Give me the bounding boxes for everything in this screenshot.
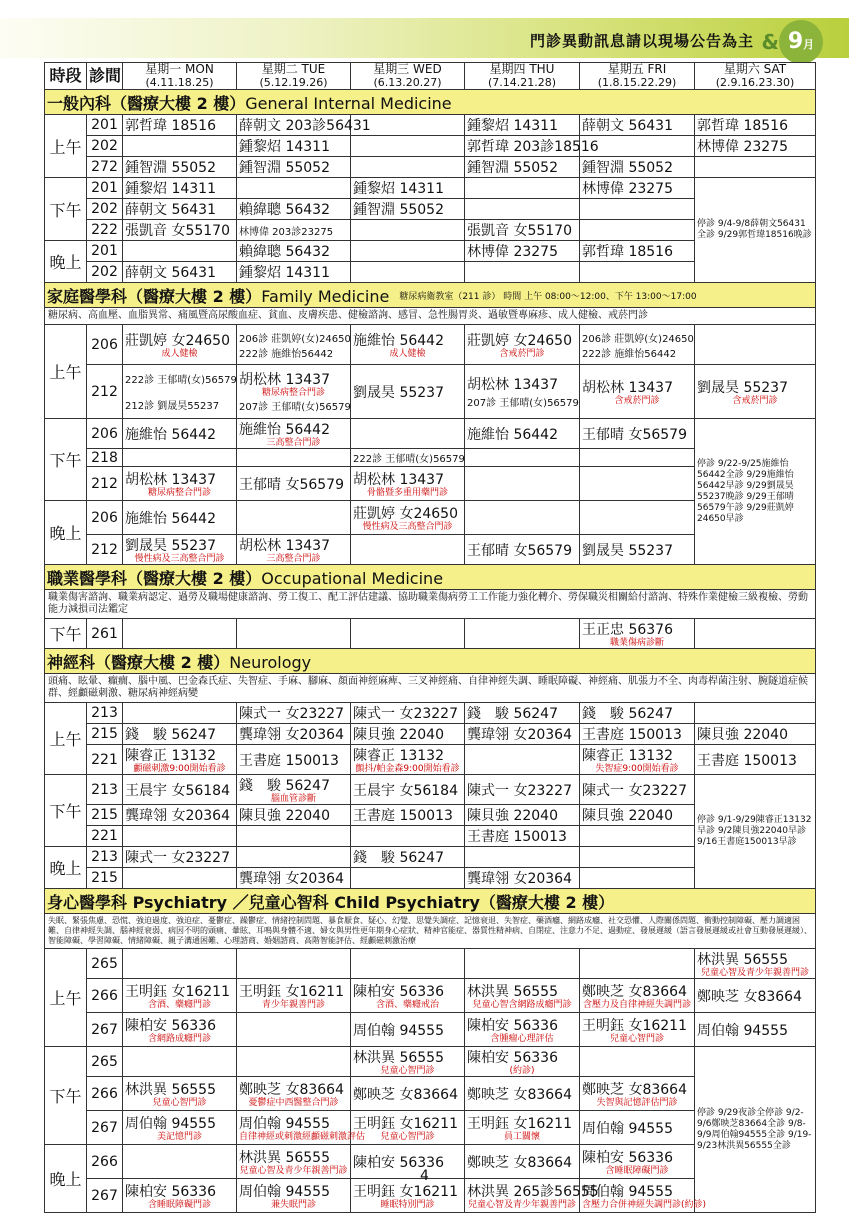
doctor-cell: 龔瑋翎 女20364 — [465, 868, 580, 889]
room: 201 — [87, 115, 123, 136]
doctor-cell: 劉晟昊 55237 — [580, 535, 695, 565]
doctor-cell — [580, 826, 695, 847]
doctor-cell — [237, 847, 351, 868]
table-row — [45, 703, 816, 724]
period-pm: 下午 — [45, 619, 87, 649]
doctor-cell — [580, 220, 695, 241]
room: 218 — [87, 449, 123, 467]
doctor-cell: 薛朝文 56431 — [123, 199, 237, 220]
doctor-cell: 206診 莊凱婷(女)24650 222診 施維怡56442 — [237, 325, 351, 365]
doctor-cell — [351, 826, 465, 847]
closure-note: 停診 9/1-9/29陳睿正13132早診 9/2陳貝強22040早診 9/16王書庭150013早診 — [695, 775, 816, 889]
room: 213 — [87, 703, 123, 724]
room: 222 — [87, 220, 123, 241]
section-neurology: 神經科（醫療大樓 2 樓）Neurology — [45, 649, 816, 674]
doctor-cell: 林洪異 56555 兒童心智及青少年親善門診 — [237, 1145, 351, 1179]
doctor-cell: 薛朝文 56431 — [123, 262, 237, 283]
doctor-cell: 鍾智淵 55052 — [465, 157, 580, 178]
section-general-medicine: 一般內科（醫療大樓 2 樓）General Internal Medicine — [45, 90, 816, 115]
doctor-cell: 王晨宇 女56184 — [351, 775, 465, 805]
table-row — [45, 619, 816, 649]
doctor-cell: 王明鈺 女16211 員工關懷 — [465, 1111, 580, 1145]
doctor-cell — [123, 949, 237, 979]
doctor-cell: 陳式一 女23227 — [123, 847, 237, 868]
period-pm: 下午 — [45, 419, 87, 501]
closure-note: 停診 9/22-9/25施維怡56442全診 9/29施維怡56442早診 9/29劉晟昊55237晚診 9/29王郁晴56579午診 9/29莊凱婷24650早診 — [695, 419, 816, 565]
table-row — [45, 157, 816, 178]
doctor-cell: 賴緯聰 56432 — [237, 199, 351, 220]
doctor-cell — [351, 949, 465, 979]
table-row — [45, 1013, 816, 1047]
doctor-cell: 王書庭 150013 — [580, 724, 695, 745]
doctor-cell: 鍾黎炤 14311 — [237, 136, 351, 157]
doctor-cell: 胡松林 13437 糖尿病整合門診 — [123, 467, 237, 501]
table-row — [45, 949, 816, 979]
doctor-cell — [237, 501, 351, 535]
header-row — [45, 63, 816, 90]
doctor-cell: 林洪異 56555 兒童心智含網路成癮門診 — [465, 979, 580, 1013]
doctor-cell: 王書庭 150013 — [465, 826, 580, 847]
doctor-cell: 林洪異 265診56555 兒童心智及青少年親善門診 — [465, 1179, 580, 1213]
doctor-cell: 龔瑋翎 女20364 — [123, 805, 237, 826]
room: 267 — [87, 1111, 123, 1145]
doctor-cell: 林博偉 23275 — [465, 241, 580, 262]
doctor-cell: 王晨宇 女56184 — [123, 775, 237, 805]
doctor-cell: 劉晟昊 55237 慢性病及三高整合門診 — [123, 535, 237, 565]
doctor-cell — [695, 325, 816, 365]
doctor-cell — [351, 868, 465, 889]
room: 266 — [87, 979, 123, 1013]
doctor-cell: 陳式一 女23227 — [351, 703, 465, 724]
leaf-icon: & — [761, 30, 779, 54]
doctor-cell: 鄭映芝 女83664 憂鬱症中西醫整合門診 — [237, 1077, 351, 1111]
room: 266 — [87, 1145, 123, 1179]
doctor-cell — [465, 745, 580, 775]
doctor-cell — [580, 467, 695, 501]
doctor-cell: 陳貝強 22040 — [351, 724, 465, 745]
doctor-cell: 錢 駿 56247 — [580, 703, 695, 724]
table-row — [45, 419, 816, 449]
doctor-cell — [351, 136, 465, 157]
doctor-cell: 錢 駿 56247 腦血管診斷 — [237, 775, 351, 805]
doctor-cell: 施維怡 56442 — [465, 419, 580, 449]
room-header: 診間 — [87, 63, 123, 90]
doctor-cell: 胡松林 13437 糖尿病整合門診 207診 王郁晴(女)56579 — [237, 365, 351, 419]
doctor-cell — [123, 136, 237, 157]
doctor-cell: 王明鈺 女16211 兒童心智門診 — [351, 1111, 465, 1145]
period-pm: 下午 — [45, 775, 87, 847]
doctor-cell: 鍾黎炤 14311 — [351, 178, 465, 199]
schedule-table — [44, 62, 816, 1213]
day-sat: 星期六 SAT (2.9.16.23.30) — [695, 63, 816, 90]
doctor-cell: 陳貝強 22040 — [695, 724, 816, 745]
doctor-cell: 鍾智淵 55052 — [580, 157, 695, 178]
room: 265 — [87, 949, 123, 979]
doctor-cell: 周伯翰 94555 美記憶門診 — [123, 1111, 237, 1145]
doctor-cell — [580, 199, 695, 220]
doctor-cell: 周伯翰 94555 — [580, 1111, 695, 1145]
doctor-cell: 陳柏安 56336 含酒、藥癮戒治 — [351, 979, 465, 1013]
doctor-cell: 陳睿正 13132 顫抖/帕金森9:00開始看診 — [351, 745, 465, 775]
doctor-cell — [580, 1047, 695, 1077]
doctor-cell: 陳式一 女23227 — [580, 775, 695, 805]
doctor-cell: 龔瑋翎 女20364 — [237, 724, 351, 745]
period-eve: 晚上 — [45, 501, 87, 565]
doctor-cell — [351, 157, 465, 178]
doctor-cell — [237, 1047, 351, 1077]
room: 267 — [87, 1013, 123, 1047]
doctor-cell — [237, 826, 351, 847]
room: 201 — [87, 241, 123, 262]
doctor-cell: 周伯翰 94555 含壓力合併神經失調門診(約診) — [580, 1179, 695, 1213]
table-row — [45, 745, 816, 775]
period-pm: 下午 — [45, 1047, 87, 1145]
room: 206 — [87, 325, 123, 365]
doctor-cell — [465, 449, 580, 467]
section-family-medicine: 家庭醫學科（醫療大樓 2 樓）Family Medicine 糖尿病衛教室（211 診） 時間 上午 08:00～12:00、下午 13:00～17:00 — [45, 283, 816, 308]
doctor-cell: 林博偉 203診23275 — [237, 220, 351, 241]
doctor-cell: 郭哲瑋 203診18516 — [465, 136, 580, 157]
room: 221 — [87, 826, 123, 847]
doctor-cell — [351, 535, 465, 565]
doctor-cell: 施維怡 56442 — [123, 419, 237, 449]
doctor-cell: 鄭映芝 女83664 含壓力及自律神經失調門診 — [580, 979, 695, 1013]
doctor-cell: 周伯翰 94555 自律神經或刺激經顱磁刺激評估 — [237, 1111, 351, 1145]
room: 201 — [87, 178, 123, 199]
doctor-cell — [465, 619, 580, 649]
day-wed: 星期三 WED (6.13.20.27) — [351, 63, 465, 90]
doctor-cell: 施維怡 56442 — [123, 501, 237, 535]
table-row — [45, 724, 816, 745]
room: 261 — [87, 619, 123, 649]
doctor-cell: 林洪異 56555 兒童心智門診 — [123, 1077, 237, 1111]
doctor-cell — [695, 619, 816, 649]
doctor-cell — [123, 703, 237, 724]
doctor-cell: 郭哲瑋 18516 — [123, 115, 237, 136]
doctor-cell: 胡松林 13437 骨骼暨多重用藥門診 — [351, 467, 465, 501]
month-badge: 9月 — [779, 20, 823, 64]
doctor-cell: 陳式一 女23227 — [237, 703, 351, 724]
period-am: 上午 — [45, 703, 87, 775]
doctor-cell: 陳柏安 56336 含睡眠障礙門診 — [580, 1145, 695, 1179]
doctor-cell — [580, 501, 695, 535]
doctor-cell: 陳貝強 22040 — [580, 805, 695, 826]
doctor-cell — [465, 178, 580, 199]
section-psychiatry: 身心醫學科 Psychiatry ／兒童心智科 Child Psychiatry（醫療大樓 2 樓） — [45, 889, 816, 914]
doctor-cell: 莊凱婷 女24650 成人健檢 — [123, 325, 237, 365]
doctor-cell — [465, 501, 580, 535]
room: 215 — [87, 805, 123, 826]
period-pm: 下午 — [45, 178, 87, 241]
doctor-cell: 王書庭 150013 — [695, 745, 816, 775]
doctor-cell — [237, 619, 351, 649]
doctor-cell — [580, 868, 695, 889]
section-occupational-medicine: 職業醫學科（醫療大樓 2 樓）Occupational Medicine — [45, 565, 816, 590]
doctor-cell: 陳貝強 22040 — [465, 805, 580, 826]
section-description: 糖尿病、高血壓、血脂異常、痛風暨高尿酸血症、貧血、皮膚疾患、健檢諮詢、感冒、急性腸胃炎、過敏暨專麻疹、成人健檢、戒菸門診 — [45, 308, 816, 325]
doctor-cell: 王明鈺 女16211 青少年親善門診 — [237, 979, 351, 1013]
room: 266 — [87, 1077, 123, 1111]
room: 202 — [87, 136, 123, 157]
room: 272 — [87, 157, 123, 178]
doctor-cell: 郭哲瑋 18516 — [580, 241, 695, 262]
doctor-cell: 王書庭 150013 — [351, 805, 465, 826]
doctor-cell: 林洪異 56555 兒童心智門診 — [351, 1047, 465, 1077]
doctor-cell: 鍾智淵 55052 — [123, 157, 237, 178]
day-mon: 星期一 MON (4.11.18.25) — [123, 63, 237, 90]
doctor-cell — [695, 703, 816, 724]
period-eve: 晚上 — [45, 241, 87, 283]
table-row — [45, 365, 816, 419]
doctor-cell: 劉晟昊 55237 含戒菸門診 — [695, 365, 816, 419]
doctor-cell: 206診 莊凱婷(女)24650 222診 施維怡56442 — [580, 325, 695, 365]
doctor-cell — [465, 949, 580, 979]
doctor-cell — [123, 1047, 237, 1077]
table-row — [45, 115, 816, 136]
table-row — [45, 325, 816, 365]
doctor-cell — [123, 619, 237, 649]
period-header: 時段 — [45, 63, 87, 90]
room: 215 — [87, 868, 123, 889]
doctor-cell: 施維怡 56442 三高整合門診 — [237, 419, 351, 449]
doctor-cell — [465, 262, 580, 283]
doctor-cell: 王明鈺 女16211 含酒、藥癮門診 — [123, 979, 237, 1013]
doctor-cell: 張凱音 女55170 — [123, 220, 237, 241]
doctor-cell: 莊凱婷 女24650 慢性病及三高整合門診 — [351, 501, 465, 535]
room: 212 — [87, 365, 123, 419]
doctor-cell — [351, 220, 465, 241]
doctor-cell: 陳睿正 13132 失智症9:00開始看診 — [580, 745, 695, 775]
doctor-cell: 王正忠 56376 職業傷病診斷 — [580, 619, 695, 649]
doctor-cell: 薛朝文 203診56431 — [237, 115, 351, 136]
doctor-cell: 陳柏安 56336 — [351, 1145, 465, 1179]
doctor-cell: 錢 駿 56247 — [123, 724, 237, 745]
doctor-cell: 陳柏安 56336 (約診) — [465, 1047, 580, 1077]
doctor-cell: 鄭映芝 女83664 — [351, 1077, 465, 1111]
table-row — [45, 1047, 816, 1077]
doctor-cell — [123, 868, 237, 889]
doctor-cell — [123, 241, 237, 262]
doctor-cell: 陳睿正 13132 顱磁刺激9:00開始看診 — [123, 745, 237, 775]
top-banner — [0, 0, 849, 62]
period-am: 上午 — [45, 115, 87, 178]
period-am: 上午 — [45, 325, 87, 419]
closure-note: 停診 9/4-9/8薛朝文56431全診 9/29郭哲瑋18516晚診 — [695, 178, 816, 283]
doctor-cell: 鄭映芝 女83664 失智與記憶評估門診 — [580, 1077, 695, 1111]
doctor-cell: 王明鈺 女16211 睡眠特別門診 — [351, 1179, 465, 1213]
doctor-cell: 222診 王郁晴(女)56579 212診 劉晟昊55237 — [123, 365, 237, 419]
room: 221 — [87, 745, 123, 775]
doctor-cell: 陳柏安 56336 含睡眠障礙門診 — [123, 1179, 237, 1213]
doctor-cell — [237, 1013, 351, 1047]
section-description: 職業傷害諮詢、職業病認定、過勞及職場健康諮詢、勞工復工、配工評估建議、協助職業傷病勞工工作能力強化轉介、勞保職災相關給付諮詢、特殊作業健檢三級複檢、勞動能力減損司法鑑定 — [45, 590, 816, 619]
doctor-cell — [580, 847, 695, 868]
doctor-cell: 林博偉 23275 — [695, 136, 816, 157]
section-description: 失眠、緊張焦慮、恐慌、強迫過度、強迫症、憂鬱症、躁鬱症、情緒控制問題、暴食厭食、疑心、幻覺、思覺失調症、記憶衰退、失智症、藥酒癮、網路成癮、社交恐懼、人際關係問題、衝動控制障礙、壓力調適困難、自律神經失調、腦神經衰弱、病因不明的頭痛、暈眩、耳鳴與身體不適、婦女與男性更年期身心症狀、精神官能症、器質性精神病、自閉症、注意力不足、過動症、發展遲緩（語言發展遲緩或社會互動發展遲緩）、智能障礙、學習障礙、情緒障礙、親子溝通困難、心理諮商、婚姻諮商、高階智能評估、經顱磁刺激治療 — [45, 914, 816, 949]
doctor-cell: 林洪異 56555 兒童心智及青少年親善門診 — [695, 949, 816, 979]
table-row — [45, 136, 816, 157]
doctor-cell: 龔瑋翎 女20364 — [465, 724, 580, 745]
doctor-cell: 鄭映芝 女83664 — [465, 1145, 580, 1179]
room: 206 — [87, 419, 123, 449]
doctor-cell: 鍾智淵 55052 — [351, 199, 465, 220]
doctor-cell: 賴緯聰 56432 — [237, 241, 351, 262]
day-tue: 星期二 TUE (5.12.19.26) — [237, 63, 351, 90]
room: 202 — [87, 262, 123, 283]
doctor-cell — [237, 449, 351, 467]
doctor-cell: 周伯翰 94555 — [351, 1013, 465, 1047]
doctor-cell: 錢 駿 56247 — [465, 703, 580, 724]
period-am: 上午 — [45, 949, 87, 1047]
room: 265 — [87, 1047, 123, 1077]
doctor-cell: 鍾黎炤 14311 — [123, 178, 237, 199]
room: 267 — [87, 1179, 123, 1213]
doctor-cell: 王郁晴 女56579 — [580, 419, 695, 449]
doctor-cell — [695, 157, 816, 178]
doctor-cell — [580, 262, 695, 283]
doctor-cell: 施維怡 56442 成人健檢 — [351, 325, 465, 365]
room: 212 — [87, 467, 123, 501]
doctor-cell — [351, 241, 465, 262]
doctor-cell: 鄭映芝 女83664 — [695, 979, 816, 1013]
doctor-cell: 薛朝文 56431 — [580, 115, 695, 136]
day-thu: 星期四 THU (7.14.21.28) — [465, 63, 580, 90]
doctor-cell — [237, 949, 351, 979]
room: 215 — [87, 724, 123, 745]
doctor-cell: 王郁晴 女56579 — [237, 467, 351, 501]
doctor-cell: 陳柏安 56336 含網路成癮門診 — [123, 1013, 237, 1047]
doctor-cell: 錢 駿 56247 — [351, 847, 465, 868]
doctor-cell — [237, 178, 351, 199]
page-number: 4 — [420, 1168, 429, 1184]
doctor-cell: 陳式一 女23227 — [465, 775, 580, 805]
room: 213 — [87, 847, 123, 868]
room: 212 — [87, 535, 123, 565]
doctor-cell: 王書庭 150013 — [237, 745, 351, 775]
doctor-cell: 劉晟昊 55237 — [351, 365, 465, 419]
doctor-cell: 胡松林 13437 207診 王郁晴(女)56579 — [465, 365, 580, 419]
doctor-cell: 胡松林 13437 三高整合門診 — [237, 535, 351, 565]
doctor-cell — [580, 949, 695, 979]
notice-text: 門診異動訊息請以現場公告為主 — [529, 32, 754, 50]
doctor-cell — [351, 619, 465, 649]
table-row — [45, 775, 816, 805]
doctor-cell: 王郁晴 女56579 — [465, 535, 580, 565]
day-fri: 星期五 FRI (1.8.15.22.29) — [580, 63, 695, 90]
doctor-cell: 胡松林 13437 含戒菸門診 — [580, 365, 695, 419]
doctor-cell: 陳貝強 22040 — [237, 805, 351, 826]
doctor-cell — [580, 449, 695, 467]
doctor-cell — [123, 826, 237, 847]
room: 206 — [87, 501, 123, 535]
closure-note: 停診 9/29夜診全停診 9/2-9/6鄭映芝83664全診 9/8-9/9周伯翰94555全診 9/19-9/23林洪異56555全診 — [695, 1047, 816, 1213]
doctor-cell — [351, 419, 465, 449]
table-row — [45, 979, 816, 1013]
room: 202 — [87, 199, 123, 220]
doctor-cell: 陳柏安 56336 含腫瘤心理評估 — [465, 1013, 580, 1047]
doctor-cell — [465, 847, 580, 868]
doctor-cell — [351, 262, 465, 283]
doctor-cell: 林博偉 23275 — [580, 178, 695, 199]
table-row — [45, 178, 816, 199]
doctor-cell: 郭哲瑋 18516 — [695, 115, 816, 136]
room: 213 — [87, 775, 123, 805]
doctor-cell: 王明鈺 女16211 兒童心智門診 — [580, 1013, 695, 1047]
doctor-cell: 鄭映芝 女83664 — [465, 1077, 580, 1111]
doctor-cell: 周伯翰 94555 兼失眠門診 — [237, 1179, 351, 1213]
doctor-cell: 張凱音 女55170 — [465, 220, 580, 241]
section-description: 頭痛、眩暈、癲癇、腦中風、巴金森氏症、失智症、手麻、腳麻、顏面神經麻痺、三叉神經痛、自律神經失調、睡眠障礙、神經痛、肌張力不全、肉毒桿菌注射、腕隧道症候群、經顱磁刺激、糖尿病神經病變 — [45, 674, 816, 703]
doctor-cell — [123, 449, 237, 467]
doctor-cell: 222診 王郁晴(女)56579 — [351, 449, 465, 467]
doctor-cell: 鍾黎炤 14311 — [465, 115, 580, 136]
doctor-cell — [465, 467, 580, 501]
doctor-cell: 莊凱婷 女24650 含戒菸門診 — [465, 325, 580, 365]
doctor-cell: 鍾智淵 55052 — [237, 157, 351, 178]
doctor-cell: 周伯翰 94555 — [695, 1013, 816, 1047]
doctor-cell: 鍾黎炤 14311 — [237, 262, 351, 283]
doctor-cell — [465, 199, 580, 220]
period-eve: 晚上 — [45, 1145, 87, 1213]
doctor-cell: 龔瑋翎 女20364 — [237, 868, 351, 889]
period-eve: 晚上 — [45, 847, 87, 889]
